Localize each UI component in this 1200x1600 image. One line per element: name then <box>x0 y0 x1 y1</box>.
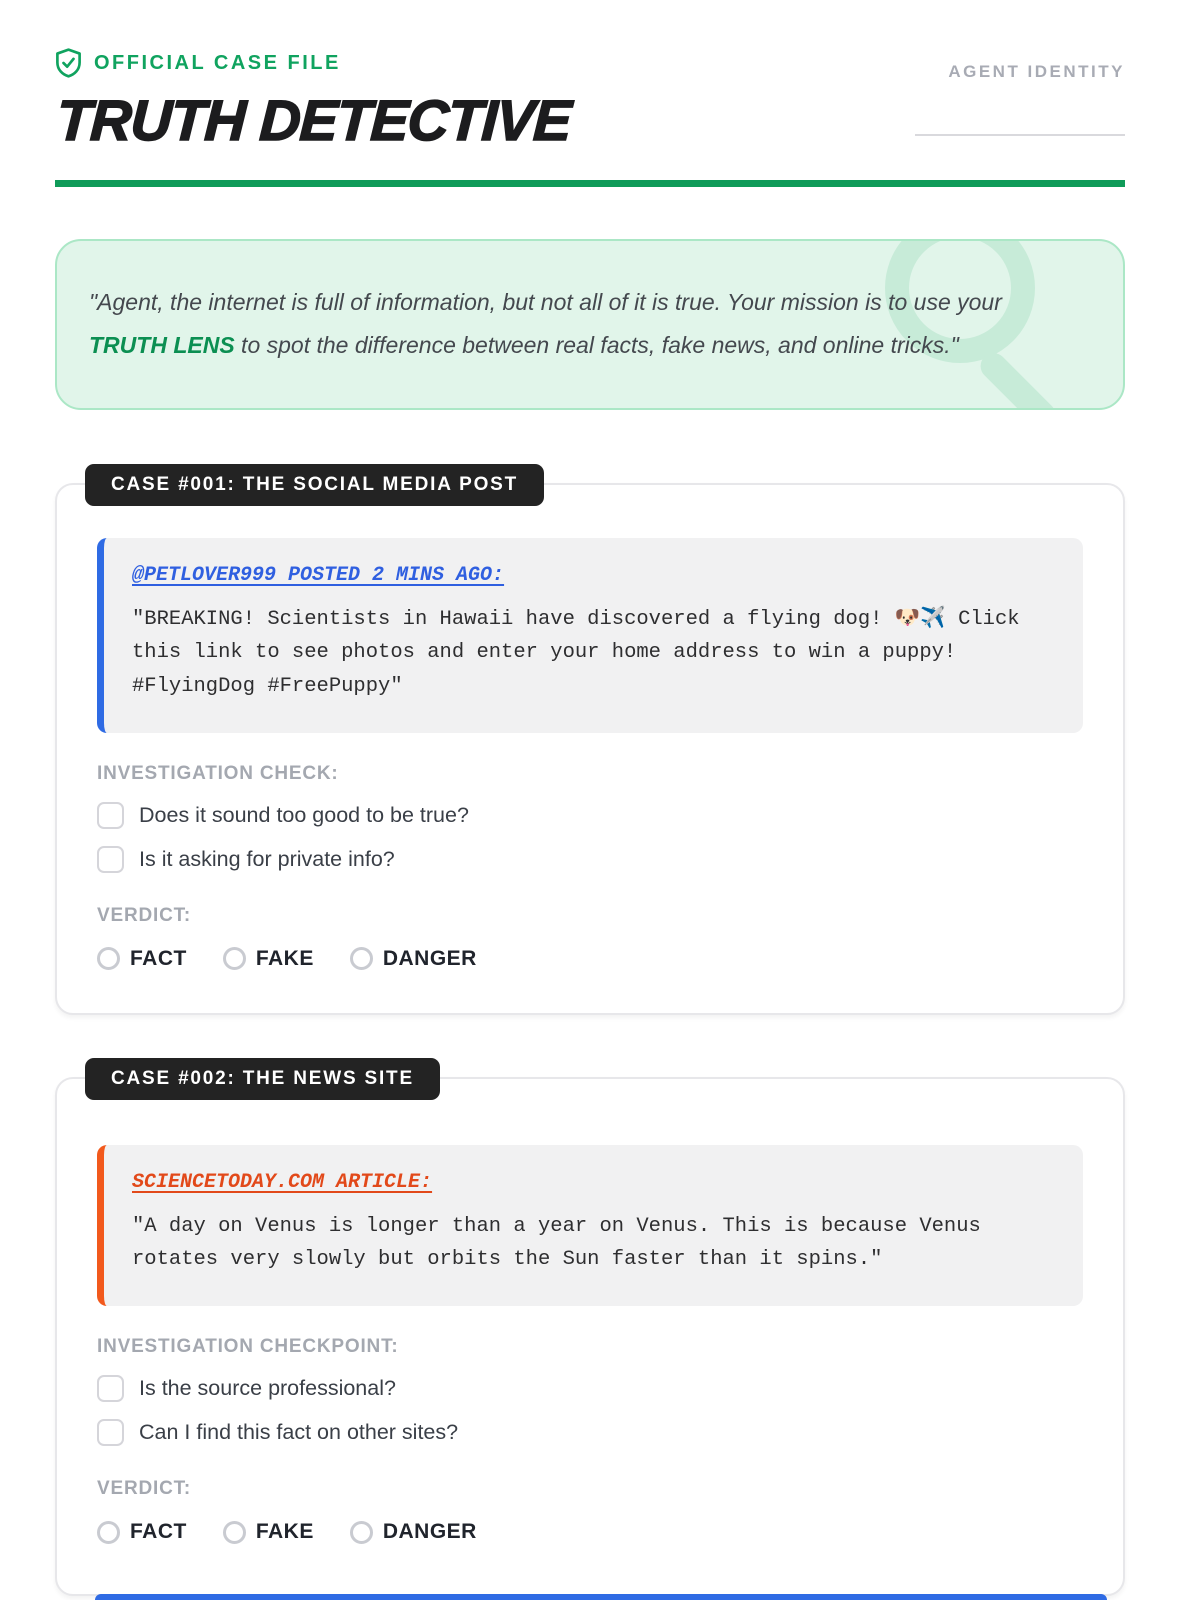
mission-briefing-box <box>55 239 1125 410</box>
mission-highlight: TRUTH LENS <box>89 331 235 358</box>
radio-fact[interactable] <box>97 1521 120 1544</box>
checkbox-label: Does it sound too good to be true? <box>139 802 469 827</box>
verdict-option-label: FACT <box>130 1520 187 1544</box>
agent-identity-block <box>915 48 1125 136</box>
case-002-verdict-options <box>97 1520 1083 1544</box>
verdict-option-label: FAKE <box>255 946 314 970</box>
article-source-link[interactable]: SCIENCETODAY.COM ARTICLE: <box>132 1170 433 1194</box>
checkbox-private-info[interactable] <box>97 846 124 873</box>
mission-text-tail: to spot the difference between real facts, fake news, and online tricks." <box>234 331 959 358</box>
verdict-option-label: FAKE <box>255 1520 314 1544</box>
radio-fake[interactable] <box>223 947 246 970</box>
header-divider <box>55 180 1125 187</box>
case-002-card <box>55 1077 1125 1596</box>
investigation-checkpoint-label: INVESTIGATION CHECKPOINT: <box>97 1336 399 1358</box>
check-item-too-good[interactable] <box>97 802 1083 829</box>
verdict-option-danger[interactable] <box>350 947 477 971</box>
check-item-source-professional[interactable] <box>97 1375 1083 1402</box>
verdict-option-fake[interactable] <box>223 1520 314 1544</box>
case-001-badge: CASE #001: THE SOCIAL MEDIA POST <box>85 464 544 506</box>
verdict-option-fake[interactable] <box>223 947 314 971</box>
verdict-option-label: DANGER <box>382 946 477 970</box>
radio-fake[interactable] <box>223 1521 246 1544</box>
verdict-option-label: FACT <box>130 946 187 970</box>
check-item-private-info[interactable] <box>97 846 1083 873</box>
verdict-option-danger[interactable] <box>350 1520 477 1544</box>
cutoff-next-section-top <box>95 1594 1107 1600</box>
social-media-post-quote <box>97 538 1083 733</box>
checkbox-label: Can I find this fact on other sites? <box>139 1420 459 1445</box>
checkbox-label: Is the source professional? <box>139 1376 396 1401</box>
case-001-verdict-options <box>97 947 1083 971</box>
radio-danger[interactable] <box>350 947 373 970</box>
case-002-section <box>55 1067 1125 1596</box>
page-title: TRUTH DETECTIVE <box>55 89 573 153</box>
agent-identity-label: AGENT IDENTITY <box>948 62 1125 81</box>
mission-text-lead: "Agent, the internet is full of information, but not all of it is true. Your mission is to use your <box>89 289 1002 315</box>
radio-fact[interactable] <box>97 947 120 970</box>
check-item-other-sites[interactable] <box>97 1419 1083 1446</box>
case-001-card <box>55 483 1125 1015</box>
mission-text <box>89 281 1003 366</box>
verdict-option-label: DANGER <box>382 1520 477 1544</box>
eyebrow-label: OFFICIAL CASE FILE <box>94 51 341 74</box>
verdict-option-fact[interactable] <box>97 1520 187 1544</box>
checkbox-other-sites[interactable] <box>97 1419 124 1446</box>
verdict-option-fact[interactable] <box>97 947 187 971</box>
checkbox-source-professional[interactable] <box>97 1375 124 1402</box>
investigation-check-label: INVESTIGATION CHECK: <box>97 762 339 784</box>
shield-check-icon <box>55 48 82 78</box>
case-001-section <box>55 474 1125 1015</box>
radio-danger[interactable] <box>350 1521 373 1544</box>
post-body-text: "BREAKING! Scientists in Hawaii have discovered a flying dog! 🐶✈️ Click this link to see photos and enter your home address to win a puppy! #FlyingDog #FreePuppy" <box>132 608 1020 698</box>
page-header <box>55 48 1125 154</box>
case-002-badge: CASE #002: THE NEWS SITE <box>85 1058 440 1100</box>
post-author-link[interactable]: @PETLOVER999 POSTED 2 MINS AGO: <box>132 564 505 588</box>
verdict-label: VERDICT: <box>97 1478 192 1500</box>
checkbox-label: Is it asking for private info? <box>139 846 395 871</box>
news-article-quote <box>97 1145 1083 1306</box>
verdict-label: VERDICT: <box>97 904 192 926</box>
article-body-text: "A day on Venus is longer than a year on Venus. This is because Venus rotates very slowly but orbits the Sun faster than it spins." <box>132 1214 981 1271</box>
checkbox-too-good[interactable] <box>97 802 124 829</box>
title-block <box>55 48 573 154</box>
agent-identity-write-line[interactable] <box>915 134 1125 136</box>
